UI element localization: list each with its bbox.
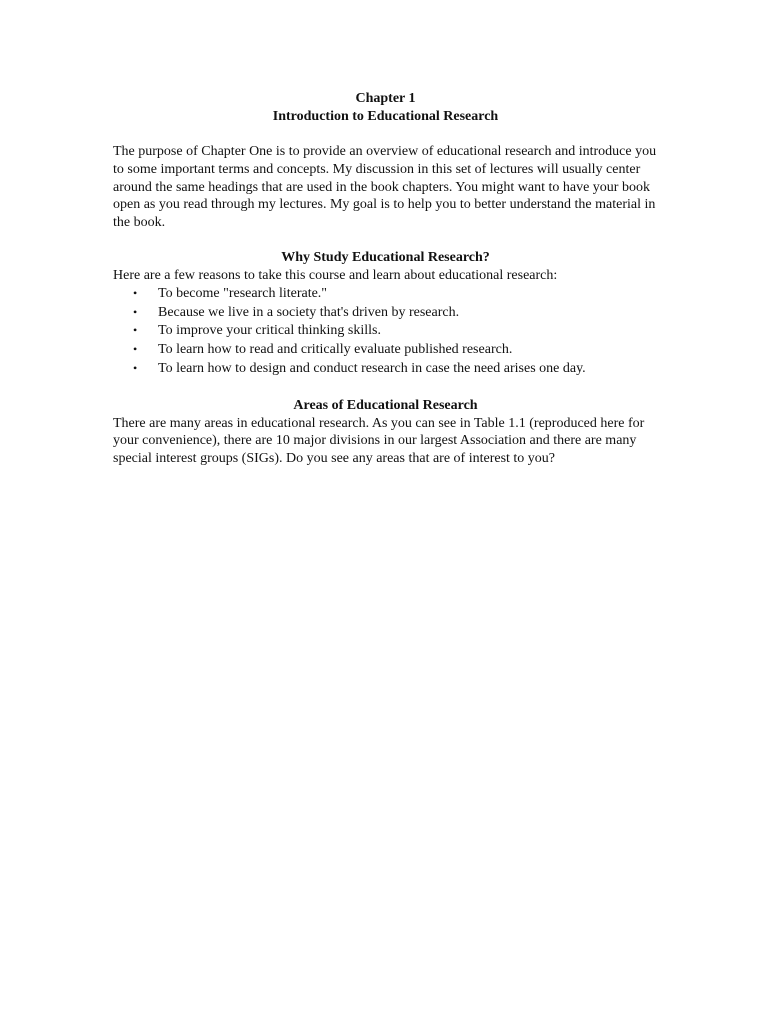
section-lead: Here are a few reasons to take this course and learn about educational research: [113, 268, 558, 283]
areas-paragraph: There are many areas in educational research. As you can see in Table 1.1 (reproduced here for your convenience), there are 10 major divisions in our largest Association and there are many special interest groups (SIGs). Do you see any areas that are of interest to you? [113, 415, 645, 466]
list-item [113, 322, 658, 340]
list-item-text: To improve your critical thinking skills. [158, 323, 381, 339]
list-item [113, 304, 658, 322]
intro-paragraph: The purpose of Chapter One is to provide an overview of educational research and introduce you to some important terms and concepts. My discussion in this set of lectures will usually center around the same headings that are used in the book chapters. You might want to have your book open as you read through my lectures. My goal is to help you to better understand the material in the book. [113, 144, 657, 230]
bullet-icon: • [133, 304, 138, 319]
document-content [113, 90, 658, 468]
section-heading-why-study: Why Study Educational Research? [281, 250, 490, 266]
list-item-text: To learn how to read and critically evaluate published research. [158, 342, 513, 358]
list-item [113, 360, 658, 378]
spacer [113, 379, 658, 397]
chapter-title: Introduction to Educational Research [272, 108, 499, 124]
bullet-icon: • [133, 285, 138, 300]
section-heading-areas: Areas of Educational Research [293, 397, 478, 413]
reasons-list [113, 285, 658, 378]
list-item-text: To learn how to design and conduct research in case the need arises one day. [158, 361, 586, 377]
bullet-icon: • [133, 361, 138, 376]
spacer [113, 232, 658, 250]
chapter-label: Chapter 1 [355, 91, 416, 106]
list-item-text: To become "research literate." [158, 285, 328, 301]
bullet-icon: • [133, 323, 138, 338]
spacer [113, 125, 658, 143]
list-item-text: Because we live in a society that's driven by research. [158, 304, 460, 320]
bullet-icon: • [133, 342, 138, 357]
list-item [113, 285, 658, 303]
list-item [113, 341, 658, 359]
